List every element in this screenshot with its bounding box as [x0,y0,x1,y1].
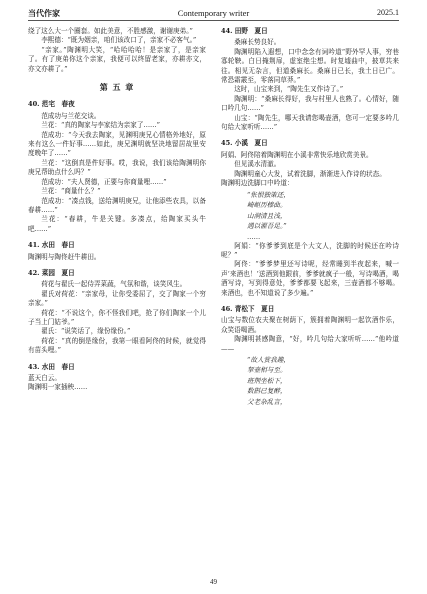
scene-heading-42: 42. 菜园 夏日 [28,268,75,277]
page-header [28,6,399,21]
scene-heading-43: 43. 水田 春日 [28,362,75,371]
scene-heading-41: 41. 水田 春日 [28,241,75,250]
paragraph: 陶渊明边洗脚口中吟道： [221,179,294,188]
paragraph: 荷花：“真的倒是缘份，我第一眼看阿佟的时候，就觉得有苗头哩。” [28,336,206,355]
paragraph: 翟氏对荷花：“亲家母，让你受委屈了，交了陶家一个穷亲家。” [28,289,206,308]
paragraph: 兰花：“春耕，牛是关键。多凑点，给陶家买头牛吧……” [28,215,206,233]
poem-block [221,190,399,232]
poem-line: “故人赏我趣， [247,355,290,364]
poem-line: 父老杂乱言， [247,397,287,406]
paragraph: 陶渊明与陶佟赶牛耕田。 [28,252,101,261]
chapter-title: 第 五 章 [99,82,135,93]
paragraph: 范成功与兰花交谈。 [41,111,101,120]
paragraph: 这时，山宝来到，“陶先生又作诗了。” [234,85,344,94]
scene-heading-46: 46. 青松下 夏日 [221,304,275,313]
paragraph: 桑麻长势良好。 [234,38,281,47]
poem-line: 数斟已复醉， [247,387,287,396]
poem-line: 崎岖历榛曲。 [247,201,287,209]
paragraph: 阿佟：“爹爹梦里还写诗呢，经常睡到半夜起来，喊一声‘来酒也！’送酒到他跟前，爹爹就疯子一般，写诗喝酒，喝酒写诗，写到得意处，爹爹都要飞起来，三壶酒都不够喝。来酒也，也不知道说了多少遍。” [221,260,399,297]
scene-heading-44: 44. 田野 夏日 [221,27,268,35]
poem-line: 山涧清且浅， [247,211,287,220]
paragraph: 兰花：“商量什么？” [41,187,101,196]
paragraph: 陶渊明童心大发，试着洗脚，渐渐进入作诗的状态。 [234,169,386,178]
paragraph: “亲家。”陶渊明大笑，“哈哈哈哈！是亲家了，是亲家了。有了庚弟你这个亲家，我便可以终留老家，亦耕亦文，亦文亦耕了。” [28,45,206,73]
paragraph: 蓝天白云。 [28,374,61,382]
paragraph: 翟氏：“说笑话了，缘份缘份。” [41,327,131,336]
left-column [28,27,206,572]
right-column [221,27,399,572]
paragraph: 荷花与翟氏一起侍弄菜蔬，气氛和谐，谈笑风生。 [41,280,187,289]
paragraph: 山宝：“陶先生，哪天我请您喝壶酒，您可一定要多吟几句给大家听听……” [221,113,399,132]
paragraph: 范成功：“今天我去陶家，见渊明庚兄心情格外地好，原来有这么一件好事……如此，庚兄渊明就坚决地留居故里安度晚年了……” [28,130,206,158]
page-number: 49 [210,578,217,586]
paragraph: 山宝与数位农夫聚在树荫下，簇拥着陶渊明一起饮酒作乐，众笑语喝酒。 [221,316,399,334]
poem-line: “怅恨独策还， [247,190,290,199]
poem-line: 挈壶相与至。 [247,366,287,375]
paragraph: 范成功：“夫人贤德，正要与你商量哩……” [41,177,167,186]
paragraph: 但见溪水清澈。 [234,160,281,169]
paragraph: 兰花：“真的陶家与李家结为亲家了……” [41,121,161,130]
scene-heading-40: 40. 范宅 春夜 [28,100,75,109]
poem-line: 班荆坐松下， [247,376,287,385]
ellipsis: …… [247,232,261,241]
paragraph: 陶渊明陷入遐想，口中念念有词吟道“野外罕人事，穷巷寡轮鞅。白日掩荆扉，虚室绝尘想。时复墟曲中，披草共来往。相见无杂言，但道桑麻长。桑麻日已长，我土日已广。常恐霜霰至，零落同草莽。” [221,47,399,85]
paragraph: 李熙德：“既为姻亲，咱们该改口了，亲家不必客气。” [41,36,197,45]
paragraph: 兰花：“这倒真是件好事。哎，我说，我们该给陶渊明你庚兄帮助点什么吗？” [28,158,206,177]
poem-block [221,355,399,408]
paragraph: 绕了这么大一个圈套。如此美意，不胜感激，谢谢庚弟。” [28,27,193,35]
paragraph: 阿娟、阿佟陪着陶渊明在小溪非常快乐地欣赏美景。 [221,150,373,159]
poem-line: 遇以濯吾足。” [247,222,287,230]
paragraph: 陶渊明甚感陶意，“好，吟几句给大家听听……”他吟道—— [221,335,399,353]
paragraph: 陶渊明一家插秧…… [28,383,88,392]
paragraph: 荷花：“不说这个，你不怪我们吧，抢了你们陶家一个儿子当上门姑爷。” [28,308,206,326]
paragraph: 阿娟：“你爹爹到底是个大文人，洗脚的时候还在吟诗呢？” [221,241,399,259]
paragraph: 陶渊明：“桑麻长得好，我与村里人也熟了。心情好，随口吟几句……” [221,94,399,113]
scene-heading-45: 45. 小溪 夏日 [221,139,268,148]
magazine-name: 当代作家 [28,8,60,18]
issue-number: 2025.1 [377,8,399,17]
magazine-english-name: Contemporary writer [177,8,250,18]
paragraph: 范成功：“凑点钱，送给渊明庚兄，让他添些农具，以备春耕……” [28,196,206,214]
